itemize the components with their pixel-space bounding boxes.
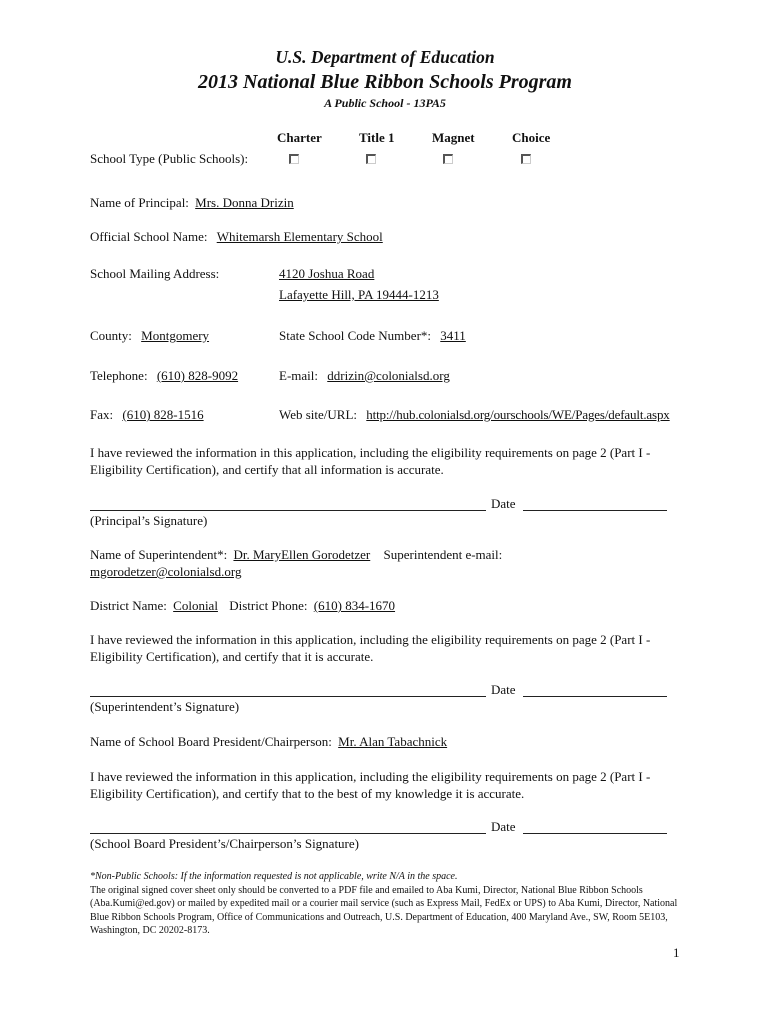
board-signature-label: (School Board President’s/Chairperson’s Signature) bbox=[90, 836, 359, 851]
board-date-line[interactable] bbox=[523, 833, 667, 834]
department-title: U.S. Department of Education bbox=[275, 47, 495, 67]
school-id: A Public School - 13PA5 bbox=[324, 96, 446, 110]
fax-label: Fax: bbox=[90, 407, 114, 422]
school-type-choice-checkbox[interactable] bbox=[521, 154, 531, 164]
board-date-label: Date bbox=[491, 819, 516, 834]
telephone-label: Telephone: bbox=[90, 368, 148, 383]
email-row bbox=[279, 368, 450, 384]
superintendent-value[interactable]: Dr. MaryEllen Gorodetzer bbox=[233, 547, 371, 562]
county-label: County: bbox=[90, 328, 132, 343]
district-name-label: District Name: bbox=[90, 598, 167, 613]
footnote bbox=[90, 870, 690, 938]
board-president-value[interactable]: Mr. Alan Tabachnick bbox=[338, 734, 448, 749]
footnote-submission-instructions: The original signed cover sheet only should be converted to a PDF file and emailed to Aba Kumi, Director, National Blue Ribbon Schools (Aba.Kumi@ed.gov) or mailed by expedited mail or a courier mail service (such as Express Mail, FedEx or UPS) to Aba Kumi, Director, National Blue Ribbon Schools Program, Office of Communications and Outreach, U.S. Department of Education, 400 Maryland Ave., SW, Room 5E103, Washington, DC 20202-8173. bbox=[90, 884, 678, 936]
school-type-magnet-checkbox[interactable] bbox=[443, 154, 453, 164]
mailing-address-line1[interactable]: 4120 Joshua Road bbox=[279, 266, 375, 281]
state-code-label: State School Code Number*: bbox=[279, 328, 432, 343]
school-type-title1-label: Title 1 bbox=[359, 130, 395, 145]
mailing-address-line2[interactable]: Lafayette Hill, PA 19444-1213 bbox=[279, 287, 439, 302]
superintendent-signature-line[interactable] bbox=[90, 696, 486, 697]
principal-row bbox=[90, 195, 294, 211]
footnote-nonpublic: *Non-Public Schools: If the information requested is not applicable, write N/A in the space. bbox=[90, 871, 458, 882]
website-label: Web site/URL: bbox=[279, 407, 358, 422]
email-label: E-mail: bbox=[279, 368, 318, 383]
program-title: 2013 National Blue Ribbon Schools Program bbox=[198, 71, 572, 93]
official-name-label: Official School Name: bbox=[90, 229, 208, 244]
superintendent-row bbox=[90, 547, 502, 563]
school-type-title1-checkbox[interactable] bbox=[366, 154, 376, 164]
superintendent-email-value[interactable]: mgorodetzer@colonialsd.org bbox=[90, 564, 242, 579]
website-value[interactable]: http://hub.colonialsd.org/ourschools/WE/Pages/default.aspx bbox=[366, 407, 670, 422]
superintendent-date-line[interactable] bbox=[523, 696, 667, 697]
telephone-value[interactable]: (610) 828-9092 bbox=[156, 368, 239, 383]
page-number: 1 bbox=[673, 945, 680, 960]
county-row bbox=[90, 328, 209, 344]
district-phone-value[interactable]: (610) 834-1670 bbox=[313, 598, 396, 613]
school-type-label: School Type (Public Schools): bbox=[90, 151, 249, 166]
superintendent-cert-text: I have reviewed the information in this application, including the eligibility requirements on page 2 (Part I - Eligibility Certification), and certify that it is accurate. bbox=[90, 632, 651, 664]
district-phone-label: District Phone: bbox=[229, 598, 308, 613]
county-value[interactable]: Montgomery bbox=[141, 328, 210, 343]
superintendent-date-label: Date bbox=[491, 682, 516, 697]
fax-value[interactable]: (610) 828-1516 bbox=[122, 407, 204, 422]
board-president-row bbox=[90, 734, 447, 750]
school-type-charter-checkbox[interactable] bbox=[289, 154, 299, 164]
fax-row bbox=[90, 407, 204, 423]
school-type-charter-label: Charter bbox=[277, 130, 322, 145]
superintendent-email-label: Superintendent e-mail: bbox=[383, 547, 503, 562]
principal-date-label: Date bbox=[491, 496, 516, 511]
principal-label: Name of Principal: bbox=[90, 195, 189, 210]
email-value[interactable]: ddrizin@colonialsd.org bbox=[327, 368, 450, 383]
superintendent-signature-label: (Superintendent’s Signature) bbox=[90, 699, 240, 714]
superintendent-label: Name of Superintendent*: bbox=[90, 547, 228, 562]
principal-value[interactable]: Mrs. Donna Drizin bbox=[195, 195, 294, 210]
principal-date-line[interactable] bbox=[523, 510, 667, 511]
state-code-value[interactable]: 3411 bbox=[440, 328, 466, 343]
principal-signature-line[interactable] bbox=[90, 510, 486, 511]
principal-cert-text: I have reviewed the information in this application, including the eligibility requirements on page 2 (Part I - Eligibility Certification), and certify that all information is accurate. bbox=[90, 445, 651, 477]
official-name-row bbox=[90, 229, 383, 245]
website-row bbox=[279, 407, 670, 423]
mailing-address-label: School Mailing Address: bbox=[90, 266, 220, 281]
principal-signature-label: (Principal’s Signature) bbox=[90, 513, 208, 528]
board-president-label: Name of School Board President/Chairperson: bbox=[90, 734, 332, 749]
official-name-value[interactable]: Whitemarsh Elementary School bbox=[216, 229, 383, 244]
school-type-magnet-label: Magnet bbox=[432, 130, 475, 145]
board-cert-text: I have reviewed the information in this application, including the eligibility requirements on page 2 (Part I - Eligibility Certification), and certify that to the best of my knowledge it is accurate. bbox=[90, 769, 651, 801]
district-name-value[interactable]: Colonial bbox=[173, 598, 218, 613]
district-row bbox=[90, 598, 395, 614]
state-code-row bbox=[279, 328, 466, 344]
school-type-choice-label: Choice bbox=[512, 130, 551, 145]
telephone-row bbox=[90, 368, 238, 384]
board-signature-line[interactable] bbox=[90, 833, 486, 834]
